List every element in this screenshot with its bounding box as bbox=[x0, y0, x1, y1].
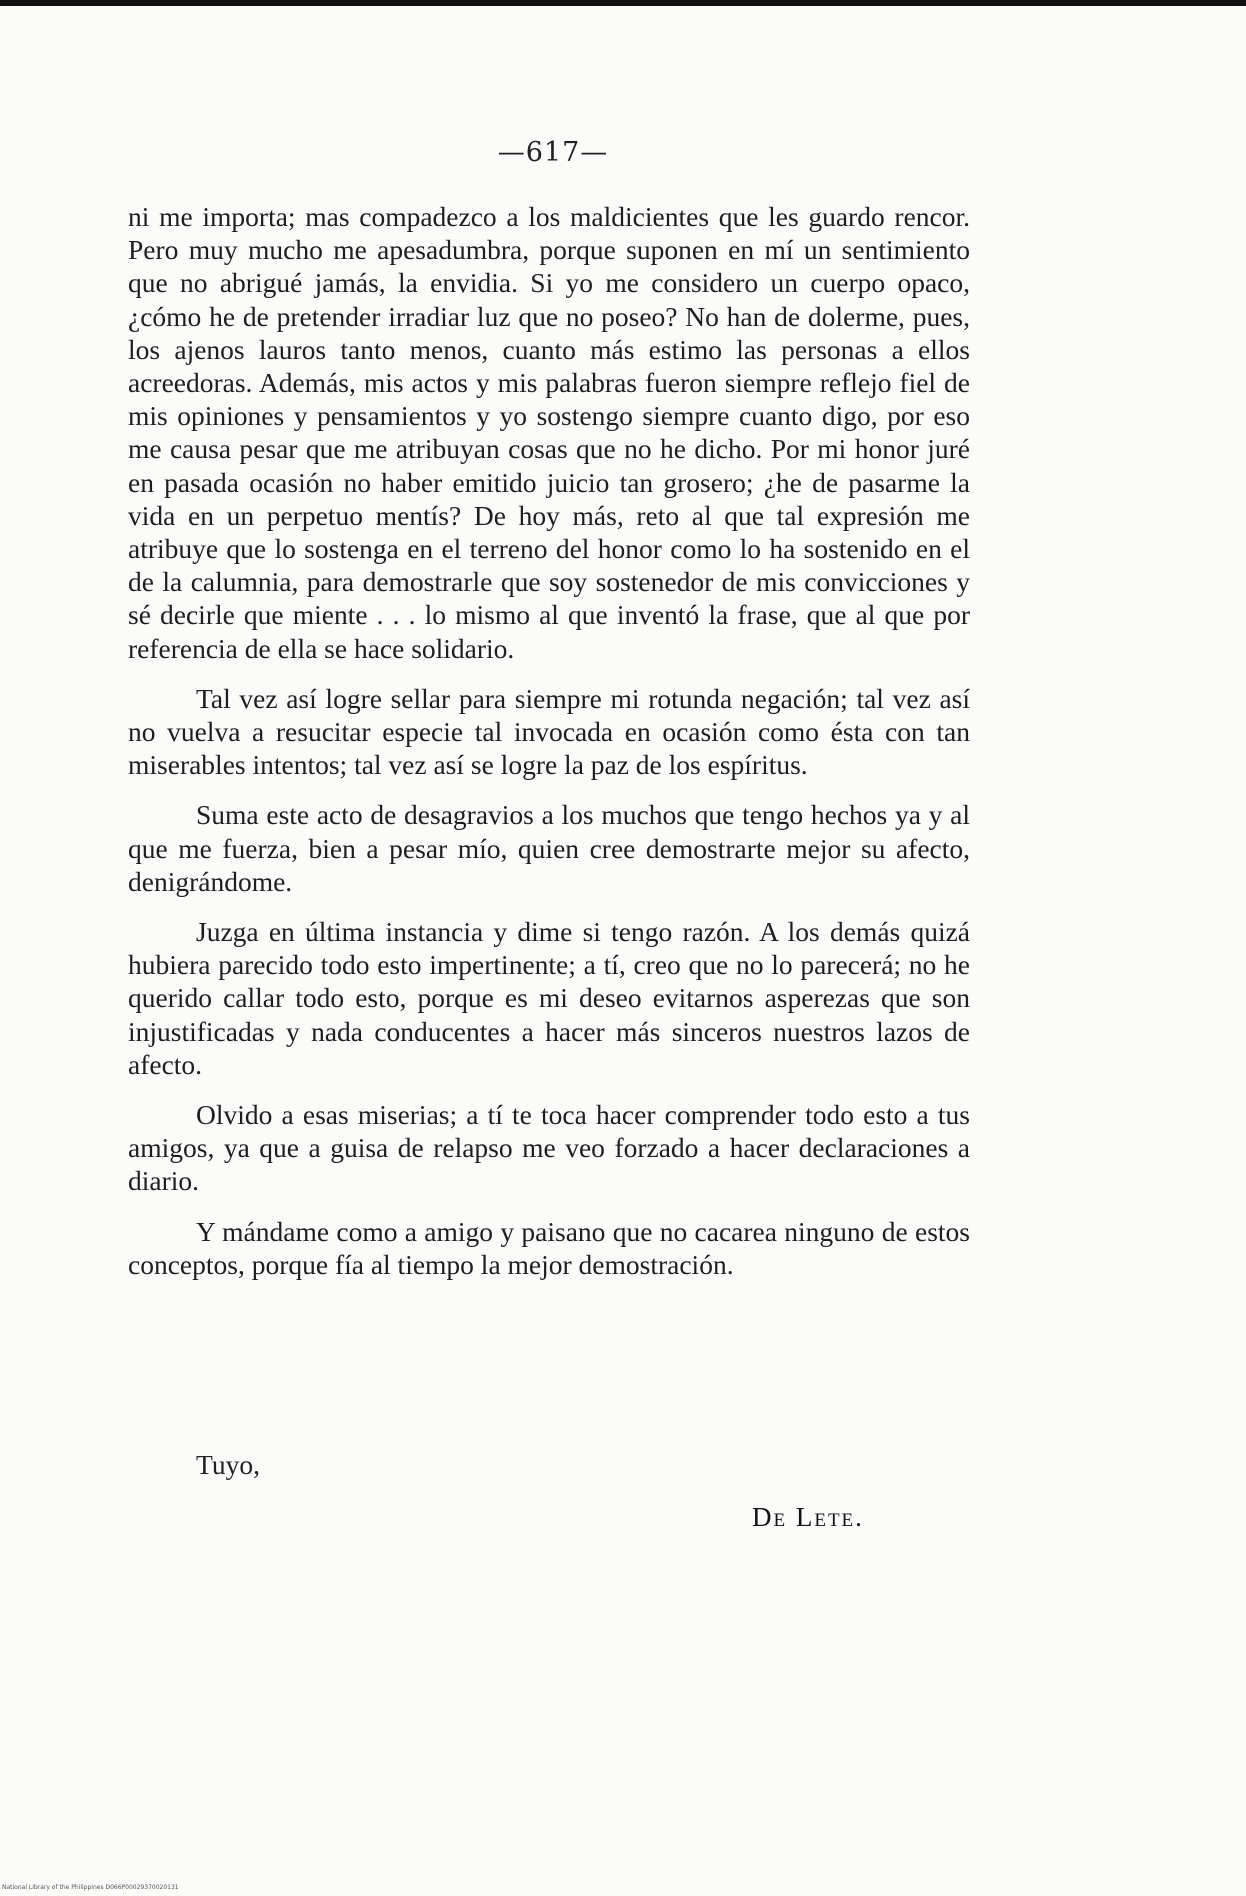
paragraph-5: Olvido a esas miserias; a tí te toca hacer comprender todo esto a tus amigos, ya que a guisa de relapso me veo forzado a hacer declaraciones a diario. bbox=[128, 1099, 970, 1197]
page-number: —617— bbox=[497, 137, 609, 168]
paragraph-1: ni me importa; mas compadezco a los maldicientes que les guardo rencor. Pero muy mucho me apesadumbra, porque suponen en mí un sentimiento que no abrigué jamás, la envidia. Si yo me considero un cuerpo opaco, ¿cómo he de pretender irradiar luz que no poseo? No han de dolerme, pues, los ajenos lauros tanto menos, cuanto más estimo las personas a ellos acreedoras. Además, mis actos y mis palabras fueron siempre reflejo fiel de mis opiniones y pensamientos y yo sostengo siempre cuanto digo, por eso me causa pesar que me atribuyan cosas que no he dicho. Por mi honor juré en pasada ocasión no haber emitido juicio tan grosero; ¿he de pasarme la vida en un perpetuo mentís? De hoy más, reto al que tal expresión me atribuye que lo sostenga en el terreno del honor como lo ha sostenido en el de la calumnia, para demostrarle que soy sostenedor de mis convicciones y sé decirle que miente . . . lo mismo al que inventó la frase, que al que por referencia de ella se hace solidario. bbox=[128, 201, 970, 664]
paragraph-2: Tal vez así logre sellar para siempre mi rotunda negación; tal vez así no vuelva a resucitar especie tal invocada en ocasión como ésta con tan miserables intentos; tal vez así se logre la paz de los espíritus. bbox=[128, 682, 970, 781]
letter-body bbox=[128, 200, 970, 1298]
paragraph-6: Y mándame como a amigo y paisano que no cacarea ninguno de estos conceptos, porque fía al tiempo la mejor demostración. bbox=[128, 1215, 970, 1280]
top-border-rule bbox=[0, 0, 1246, 6]
scan-credit: National Library of the Philippines D066P00029370020131 bbox=[2, 1884, 179, 1891]
paragraph-4: Juzga en última instancia y dime si tengo razón. A los demás quizá hubiera parecido todo esto impertinente; a tí, creo que no lo parecerá; no he querido callar todo esto, porque es mi deseo evitarnos asperezas que son injustificadas y nada conducentes a hacer más sinceros nuestros lazos de afecto. bbox=[128, 916, 970, 1080]
paragraph-3: Suma este acto de desagravios a los muchos que tengo hechos ya y al que me fuerza, bien a pesar mío, quien cree demostrarte mejor su afecto, denigrándome. bbox=[128, 799, 970, 897]
letter-closing: Tuyo, bbox=[196, 1449, 260, 1480]
signature: De Lete. bbox=[752, 1502, 864, 1532]
